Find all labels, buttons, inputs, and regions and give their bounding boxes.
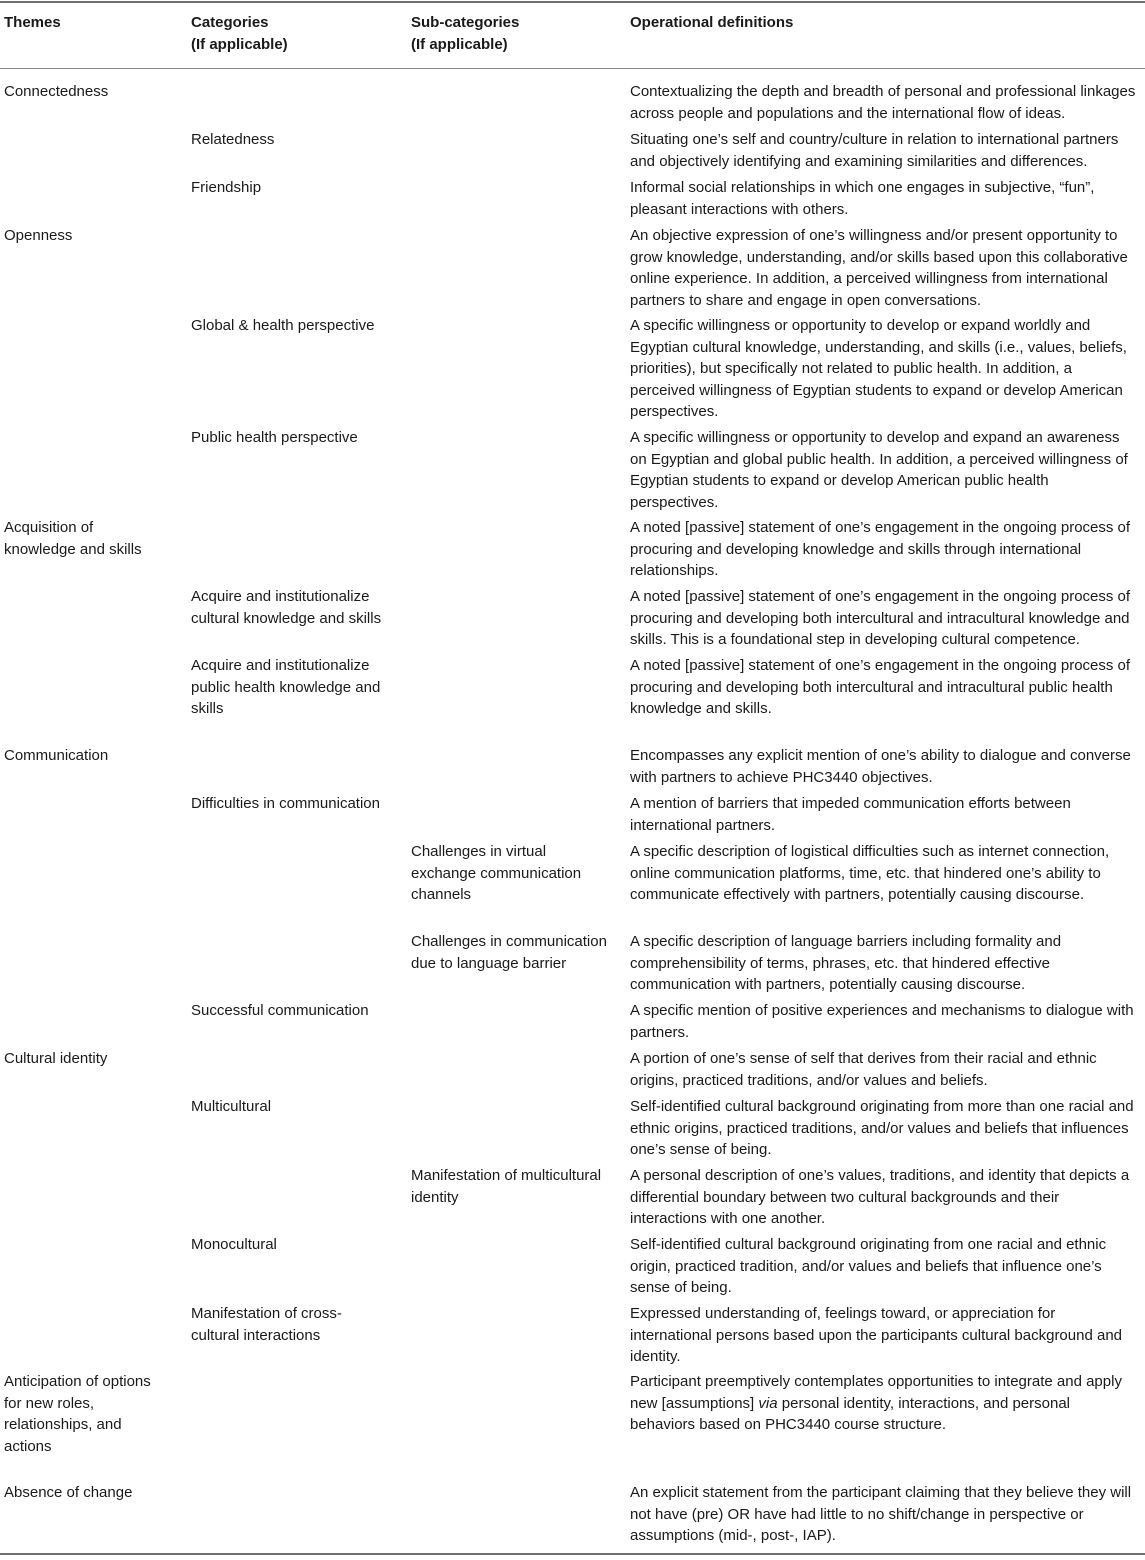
header-themes: Themes	[4, 14, 61, 31]
definition-cell	[630, 1371, 1142, 1436]
definition-line: across people and populations and the international flow of ideas.	[630, 104, 1066, 122]
definition-line: origins, practiced traditions, and/or values and beliefs.	[630, 1071, 988, 1089]
theme-cell: Anticipation of options for new roles, relationships, and actions	[4, 1373, 151, 1455]
definition-line: A specific willingness or opportunity to develop or expand worldly and	[630, 317, 1091, 334]
category-cell: Multicultural	[191, 1098, 272, 1115]
definition-cell	[630, 586, 1142, 651]
definition-line: A mention of barriers that impeded communication efforts between	[630, 795, 1071, 812]
definition-cell	[630, 427, 1142, 513]
definition-line: An objective expression of one’s willingness and/or present opportunity to	[630, 227, 1118, 244]
definition-line: perspectives.	[630, 493, 719, 511]
definition-line: one’s sense of being.	[630, 1141, 772, 1158]
definition-line: interactions with one another.	[630, 1210, 826, 1227]
category-cell: Difficulties in communication	[191, 795, 380, 812]
definition-line: communication with partners, potentially causing discourse.	[630, 976, 1026, 993]
theme-cell: Openness	[4, 227, 73, 244]
theme-cell: Cultural identity	[4, 1050, 108, 1067]
definition-line: A noted [passive] statement of one’s engagement in the ongoing process of	[630, 519, 1131, 536]
theme-cell: Connectedness	[4, 83, 109, 100]
theme-cell: Absence of change	[4, 1484, 133, 1501]
definition-cell	[630, 315, 1142, 423]
definition-line: procuring and developing knowledge and skills through international	[630, 540, 1082, 558]
definition-line: Egyptian students to expand or develop American public health	[630, 472, 1049, 489]
category-cell: Global & health perspective	[191, 317, 375, 334]
definition-line: A personal description of one’s values, traditions, and identity that depicts a	[630, 1167, 1130, 1184]
definition-line: ethnic origins, practiced traditions, and/or values and beliefs that influences	[630, 1119, 1129, 1137]
definition-line: Egyptian cultural knowledge, understanding, and skills (i.e., values, beliefs,	[630, 338, 1127, 356]
definition-line: assumptions (mid-, post-, IAP).	[630, 1527, 836, 1544]
definition-line: A portion of one’s sense of self that derives from their racial and ethnic	[630, 1050, 1097, 1067]
definition-line: identity.	[630, 1348, 681, 1365]
definition-line: A specific mention of positive experiences and mechanisms to dialogue with	[630, 1002, 1134, 1019]
definition-line: and objectively identifying and examining similarities and differences.	[630, 152, 1088, 170]
subcategory-cell: Challenges in virtual exchange communication channels	[411, 843, 582, 903]
definition-cell	[630, 1048, 1142, 1091]
definition-cell	[630, 81, 1142, 124]
definition-cell	[630, 517, 1142, 582]
header-categories: Categories (If applicable)	[191, 14, 288, 53]
definition-line: grow knowledge, understanding, and/or skills based upon this collaborative	[630, 248, 1128, 266]
theme-cell: Acquisition of knowledge and skills	[4, 519, 142, 558]
theme-cell: Communication	[4, 747, 109, 764]
definition-line: Situating one’s self and country/culture in relation to international partners	[630, 131, 1119, 148]
definition-line: online experience. In addition, a perceived willingness from international	[630, 270, 1108, 287]
definition-cell	[630, 1000, 1142, 1043]
definition-cell	[630, 841, 1142, 906]
definition-line: Contextualizing the depth and breadth of personal and professional linkages	[630, 83, 1136, 100]
definition-line: differential boundary between two cultural backgrounds and their	[630, 1188, 1060, 1206]
definition-cell	[630, 1234, 1142, 1299]
definition-line: communicate effectively with partners, potentially causing discourse.	[630, 886, 1085, 903]
definition-line: Self-identified cultural background originating from one racial and ethnic	[630, 1236, 1107, 1253]
definition-line: A specific description of logistical difficulties such as internet connection,	[630, 843, 1110, 860]
definition-line: partners to share and engage in open conversations.	[630, 291, 982, 309]
definition-line: not have (pre) OR have had little to no shift/change in perspective or	[630, 1505, 1084, 1523]
definition-line: partners.	[630, 1023, 690, 1041]
subcategory-cell: Challenges in communication due to language barrier	[411, 933, 607, 972]
definition-cell	[630, 177, 1142, 220]
definition-line: Self-identified cultural background originating from more than one racial and	[630, 1098, 1134, 1115]
header-subcategories: Sub-categories (If applicable)	[411, 14, 520, 53]
definition-line: international persons based upon the participants cultural background and	[630, 1326, 1122, 1344]
definition-line: international partners.	[630, 816, 776, 834]
category-cell: Friendship	[191, 179, 262, 196]
subcategory-cell: Manifestation of multicultural identity	[411, 1167, 602, 1206]
category-cell: Manifestation of cross-cultural interactions	[191, 1305, 342, 1344]
definition-line: A specific willingness or opportunity to develop and expand an awareness	[630, 429, 1120, 446]
definition-line: Participant preemptively contemplates opportunities to integrate and apply	[630, 1373, 1122, 1390]
definition-line: Informal social relationships in which one engages in subjective, “fun”,	[630, 179, 1095, 196]
header-definitions: Operational definitions	[630, 14, 794, 31]
definition-line: knowledge and skills.	[630, 700, 772, 717]
definition-line: online communication platforms, time, etc. that hindered one’s ability to	[630, 864, 1101, 882]
definition-cell	[630, 793, 1142, 836]
definition-line: relationships.	[630, 562, 719, 579]
definition-line: priorities), but specifically not related to public health. In addition, a	[630, 360, 1072, 377]
definition-cell	[630, 931, 1142, 996]
definition-line: A specific description of language barriers including formality and	[630, 933, 1062, 950]
category-cell: Public health perspective	[191, 429, 358, 446]
header-rule	[0, 68, 1145, 69]
definition-line: new [assumptions] via personal identity, interactions, and personal	[630, 1394, 1070, 1412]
definition-line: comprehensibility of terms, phrases, etc. that hindered effective	[630, 954, 1050, 972]
definition-cell	[630, 1482, 1142, 1547]
category-cell: Acquire and institutionalize cultural knowledge and skills	[191, 588, 382, 627]
category-cell: Successful communication	[191, 1002, 369, 1019]
definition-line: pleasant interactions with others.	[630, 200, 849, 218]
definition-cell	[630, 655, 1142, 720]
definition-line: procuring and developing both intercultural and intracultural knowledge and	[630, 609, 1130, 627]
definition-line: Expressed understanding of, feelings toward, or appreciation for	[630, 1305, 1056, 1322]
definition-line: perspectives.	[630, 403, 719, 420]
definition-line: on Egyptian and global public health. In addition, a perceived willingness of	[630, 450, 1128, 468]
category-cell: Monocultural	[191, 1236, 277, 1253]
definition-line: An explicit statement from the participant claiming that they believe they will	[630, 1484, 1132, 1501]
category-cell: Acquire and institutionalize public health knowledge and skills	[191, 657, 381, 717]
definition-line: procuring and developing both intercultural and intracultural public health	[630, 678, 1113, 696]
table-top-rule	[0, 1, 1145, 3]
definition-line: A noted [passive] statement of one’s engagement in the ongoing process of	[630, 588, 1131, 605]
definition-cell	[630, 1096, 1142, 1161]
definition-line: Encompasses any explicit mention of one’s ability to dialogue and converse	[630, 747, 1131, 764]
definition-cell	[630, 1165, 1142, 1230]
category-cell: Relatedness	[191, 131, 275, 148]
definition-cell	[630, 745, 1142, 788]
definition-cell	[630, 225, 1142, 311]
definition-cell	[630, 129, 1142, 172]
definition-line: origin, practiced tradition, and/or values and beliefs that influence one’s	[630, 1257, 1102, 1275]
definition-line: perceived willingness of Egyptian students to expand or develop American	[630, 381, 1123, 399]
definition-line: sense of being.	[630, 1279, 732, 1296]
definition-line: A noted [passive] statement of one’s engagement in the ongoing process of	[630, 657, 1131, 674]
table-bottom-rule	[0, 1553, 1145, 1555]
definition-line: with partners to achieve PHC3440 objectives.	[630, 768, 933, 786]
definition-cell	[630, 1303, 1142, 1368]
definition-line: skills. This is a foundational step in developing cultural competence.	[630, 631, 1080, 648]
definition-line: behaviors based on PHC3440 course structure.	[630, 1416, 947, 1433]
